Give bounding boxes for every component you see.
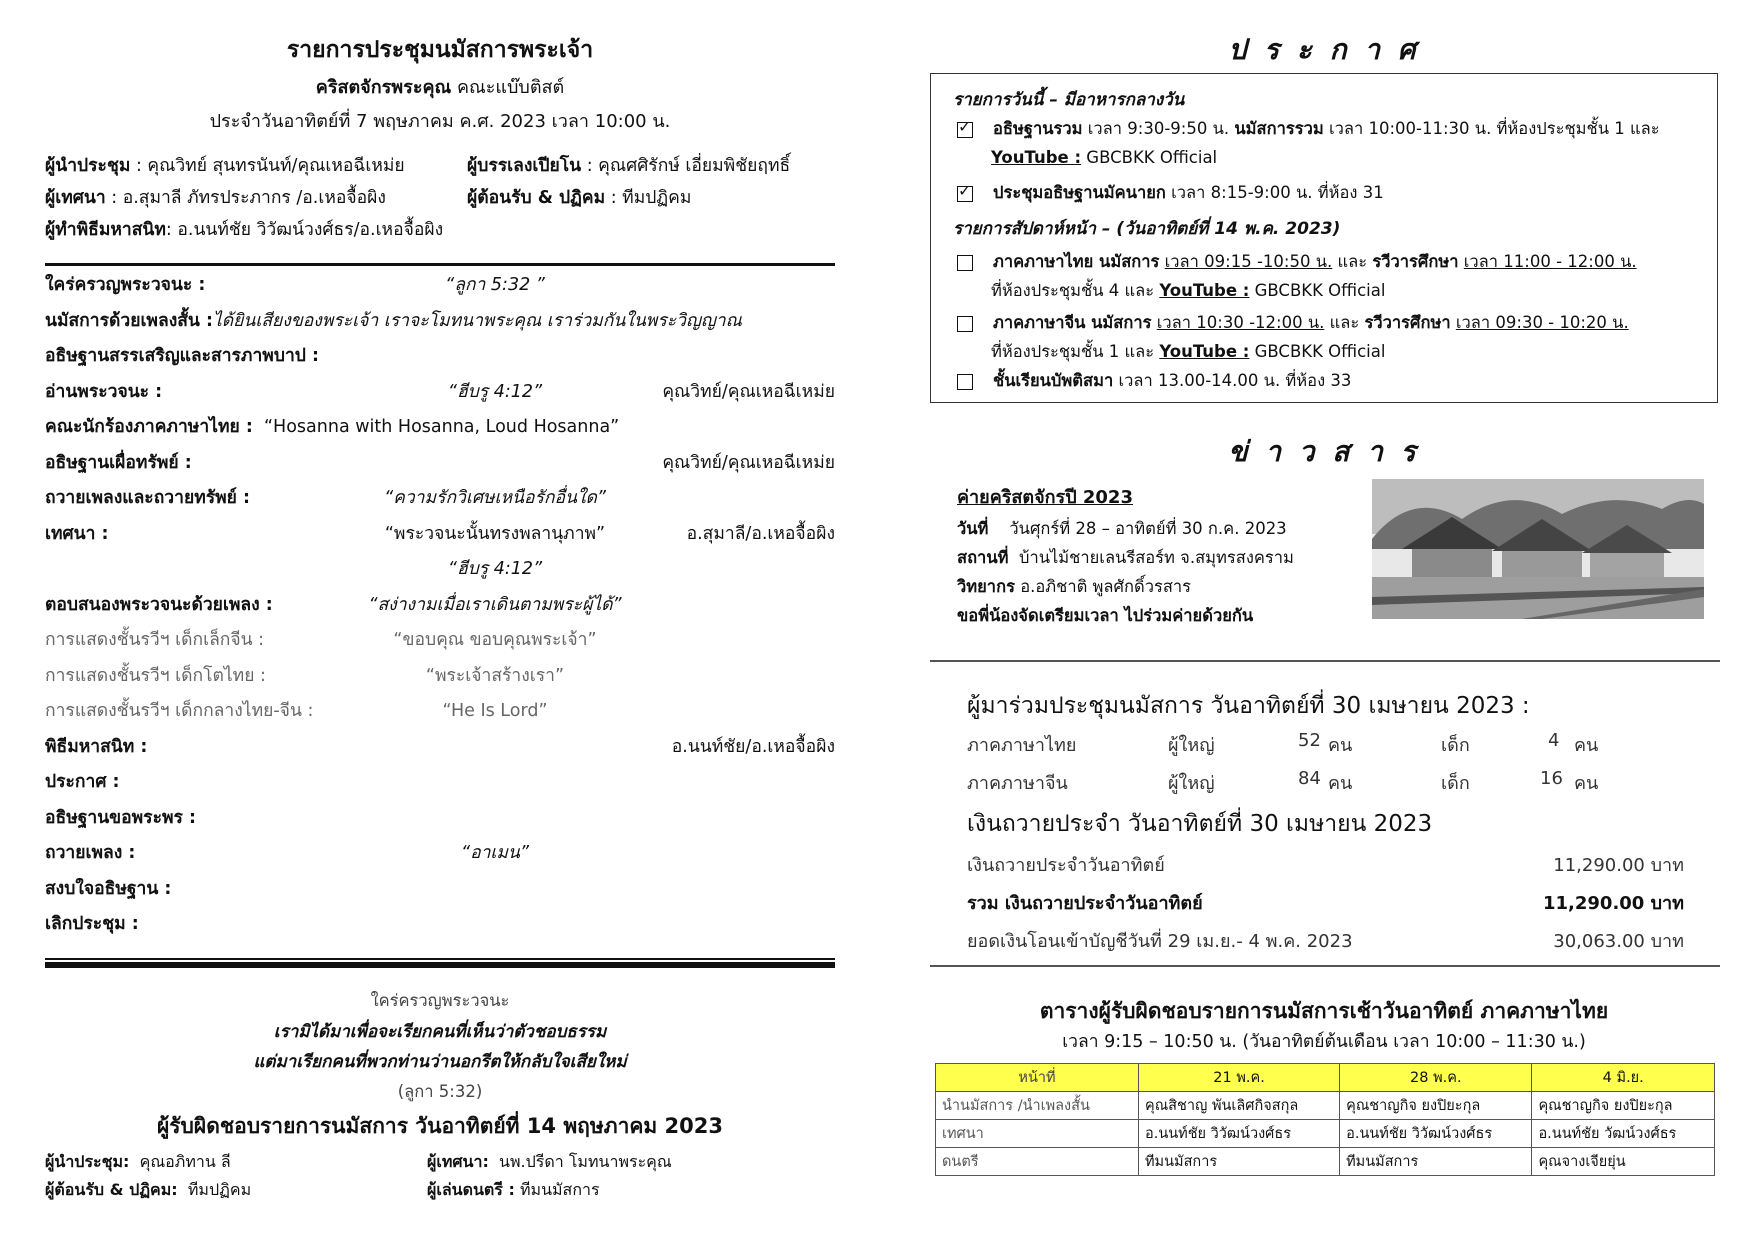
order-row	[45, 872, 835, 908]
order-middle: “พระเจ้าสร้างเรา”	[425, 665, 565, 686]
ann-bold: นมัสการรวม	[1234, 119, 1324, 138]
order-row	[45, 801, 835, 837]
schedule-cell: ทีมนมัสการ	[1340, 1148, 1532, 1176]
service-title: รายการประชุมนมัสการพระเจ้า	[286, 37, 594, 63]
attendance-group: ภาคภาษาไทย	[967, 735, 1077, 756]
order-right: อ.นนท์ชัย/อ.เหอจื้อผิง	[671, 736, 835, 757]
role-pianist	[467, 150, 847, 182]
camp-speaker	[957, 572, 1294, 601]
next-week-ann-title: รายการสัปดาห์หน้า – (วันอาทิตย์ที่ 14 พ.ค. 2023)	[953, 219, 1341, 239]
adult-label: ผู้ใหญ่	[1168, 773, 1215, 794]
order-right: อ.สุมาลี/อ.เหอจื้อผิง	[686, 523, 835, 544]
order-extra: “Hosanna with Hosanna, Loud Hosanna”	[263, 417, 620, 437]
roles-right	[467, 150, 847, 214]
schedule-row	[936, 1120, 1715, 1148]
order-label: ถวายเพลงและถวายทรัพย์ :	[45, 488, 251, 508]
schedule-cell: คุณสิชาญ พันเลิศกิจสกุล	[1139, 1092, 1340, 1120]
order-row	[45, 339, 835, 375]
ann-underline: เวลา 09:30 - 10:20 น.	[1455, 313, 1629, 332]
order-middle: “อาเมน”	[461, 843, 529, 863]
adult-count: 52	[1298, 730, 1321, 751]
order-label: เทศนา :	[45, 523, 109, 544]
order-label-wrap	[45, 304, 742, 339]
order-label: อธิษฐานเผื่อทรัพย์ :	[45, 452, 192, 473]
next-value: ทีมนมัสการ	[519, 1180, 600, 1199]
order-label: ใคร่ครวญพระวจนะ :	[45, 275, 206, 295]
next-item-1-line2	[991, 278, 1385, 304]
camp-details	[957, 514, 1294, 630]
transfer-value: 30,063.00 บาท	[1553, 931, 1684, 952]
ann-bold: รวีวารศึกษา	[1372, 252, 1459, 271]
ann-text: เวลา 13.00-14.00 น. ที่ห้อง 33	[1113, 371, 1352, 390]
next-value: นพ.ปรีดา โมทนาพระคุณ	[499, 1152, 672, 1171]
role-value: : อ.สุมาลี ภัทรประภากร /อ.เหอจื้อผิง	[105, 188, 386, 208]
role-label: ผู้เทศนา	[45, 188, 106, 208]
adult-label: ผู้ใหญ่	[1168, 735, 1215, 756]
next-label: ผู้นำประชุม:	[45, 1152, 130, 1171]
role-communion	[45, 214, 465, 246]
order-row	[45, 730, 835, 766]
child-count: 4	[1548, 730, 1560, 751]
ann-underline: เวลา 10:30 -12:00 น.	[1156, 313, 1325, 332]
order-middle: “ความรักวิเศษเหนือรักอื่นใด”	[384, 488, 606, 508]
next-item-1	[957, 249, 1637, 275]
schedule-header-cell: 28 พ.ค.	[1340, 1064, 1532, 1092]
meditation-heading: ใคร่ครวญพระวจนะ	[370, 991, 510, 1010]
order-middle: “ขอบคุณ ขอบคุณพระเจ้า”	[393, 630, 597, 650]
order-middle: “ลูกา 5:32 ”	[445, 275, 545, 295]
schedule-role: นำนมัสการ /นำเพลงสั้น	[936, 1092, 1139, 1120]
ann-text: ที่ห้องประชุมชั้น 4 และ	[991, 281, 1160, 300]
checked-box-icon	[957, 122, 973, 138]
offering-total-value: 11,290.00 บาท	[1542, 893, 1684, 914]
order-label: นมัสการด้วยเพลงสั้น :	[45, 310, 213, 331]
service-date: ประจำวันอาทิตย์ที่ 7 พฤษภาคม ค.ศ. 2023 เวลา 10:00 น.	[209, 111, 671, 132]
checkbox-icon	[957, 316, 973, 332]
camp-label: สถานที่	[957, 548, 1009, 567]
order-label-wrap	[45, 410, 619, 445]
camp-title: ค่ายคริสตจักรปี 2023	[957, 487, 1133, 508]
ann-underline: เวลา 09:15 -10:50 น.	[1164, 252, 1333, 271]
order-row	[45, 375, 835, 411]
schedule-row	[936, 1092, 1715, 1120]
role-value: : ทีมปฏิคม	[605, 188, 692, 208]
order-label: การแสดงชั้นรวีฯ เด็กเล็กจีน :	[45, 630, 265, 650]
schedule-cell: คุณชาญกิจ ยงปิยะกุล	[1340, 1092, 1532, 1120]
schedule-header-cell: หน้าที่	[936, 1064, 1139, 1092]
checkbox-icon	[957, 374, 973, 390]
divider	[45, 263, 835, 266]
order-middle: “ฮีบรู 4:12”	[447, 381, 543, 402]
unit: คน	[1574, 773, 1599, 794]
order-row	[45, 517, 835, 553]
order-label: อธิษฐานสรรเสริญและสารภาพบาป :	[45, 346, 319, 366]
role-value: : คุณศศิรักษ์ เอี่ยมพิชัยฤทธิ์	[581, 156, 791, 176]
next-music	[427, 1176, 827, 1204]
camp-value: วันศุกร์ที่ 28 – อาทิตย์ที่ 30 ก.ค. 2023	[1009, 519, 1287, 538]
role-preacher	[45, 182, 465, 214]
order-row	[45, 552, 835, 588]
meditation-ref: (ลูกา 5:32)	[397, 1082, 483, 1101]
next-value: คุณอภิทาน ลี	[139, 1152, 231, 1171]
attendance-title: ผู้มาร่วมประชุมนมัสการ วันอาทิตย์ที่ 30 เมษายน 2023 :	[967, 693, 1530, 719]
ann-text: GBCBKK Official	[1249, 281, 1386, 300]
youtube-link[interactable]: YouTube :	[1159, 281, 1250, 300]
child-count: 16	[1540, 768, 1563, 789]
checkbox-icon	[957, 255, 973, 271]
role-label: ผู้นำประชุม	[45, 156, 131, 176]
youtube-link[interactable]: YouTube :	[991, 148, 1082, 167]
divider-thick	[45, 962, 835, 968]
divider	[930, 965, 1720, 967]
order-row	[45, 410, 835, 446]
order-row	[45, 907, 835, 943]
news-heading: ข่ า ว ส า ร	[1228, 435, 1420, 468]
checked-box-icon	[957, 186, 973, 202]
divider	[930, 660, 1720, 662]
offering-title: เงินถวายประจำ วันอาทิตย์ที่ 30 เมษายน 2023	[967, 811, 1433, 837]
order-label: การแสดงชั้นรวีฯ เด็กโตไทย :	[45, 665, 266, 686]
order-label: สงบใจอธิษฐาน :	[45, 878, 172, 899]
order-row	[45, 836, 835, 872]
schedule-table	[935, 1063, 1715, 1176]
child-label: เด็ก	[1441, 773, 1470, 794]
order-label: คณะนักร้องภาคภาษาไทย :	[45, 417, 253, 437]
order-label: อธิษฐานขอพระพร :	[45, 807, 197, 828]
today-item-2	[957, 180, 1384, 206]
camp-value: บ้านไม้ชายเลนรีสอร์ท จ.สมุทรสงคราม	[1018, 548, 1294, 567]
camp-label: วิทยากร	[957, 577, 1015, 596]
ann-text: GBCBKK Official	[1081, 148, 1218, 167]
order-row	[45, 446, 835, 482]
next-item-2	[957, 310, 1629, 336]
camp-where	[957, 543, 1294, 572]
next-leader	[45, 1148, 445, 1176]
ann-text: GBCBKK Official	[1249, 342, 1386, 361]
today-item-1-line2	[991, 148, 1217, 167]
role-label: ผู้ต้อนรับ & ปฏิคม	[467, 188, 606, 208]
next-item-3	[957, 368, 1351, 394]
next-item-2-line2	[991, 339, 1385, 365]
announcements-heading: ป ร ะ ก า ศ	[1228, 33, 1420, 66]
unit: คน	[1328, 773, 1353, 794]
order-middle: “ฮีบรู 4:12”	[447, 559, 543, 579]
next-week-title: ผู้รับผิดชอบรายการนมัสการ วันอาทิตย์ที่ 14 พฤษภาคม 2023	[156, 1114, 724, 1138]
ann-text: และ	[1332, 252, 1373, 271]
next-label: ผู้เล่นดนตรี :	[427, 1180, 515, 1199]
schedule-role: ดนตรี	[936, 1148, 1139, 1176]
roles-left	[45, 150, 465, 246]
order-right: คุณวิทย์/คุณเหอฉีเหม่ย	[662, 452, 835, 473]
ann-bold: ประชุมอธิษฐานมัคนายก	[993, 183, 1166, 202]
meditation-line1: เรามิได้มาเพื่อจะเรียกคนที่เห็นว่าตัวชอบธรรม	[273, 1022, 607, 1042]
ann-text: เวลา 9:30-9:50 น.	[1082, 119, 1235, 138]
ann-bold: อธิษฐานรวม	[993, 119, 1083, 138]
schedule-header-cell: 21 พ.ค.	[1139, 1064, 1340, 1092]
order-label: อ่านพระวจนะ :	[45, 381, 163, 402]
next-label: ผู้เทศนา:	[427, 1152, 489, 1171]
order-row	[45, 304, 835, 340]
next-week-right	[427, 1148, 827, 1204]
order-middle: “พระวจนะนั้นทรงพลานุภาพ”	[384, 523, 606, 544]
church-name	[45, 72, 835, 101]
next-usher	[45, 1176, 445, 1204]
schedule-header-cell: 4 มิ.ย.	[1532, 1064, 1715, 1092]
next-week-left	[45, 1148, 445, 1204]
role-label: ผู้ทำพิธีมหาสนิท	[45, 220, 166, 240]
offering-total-label: รวม เงินถวายประจำวันอาทิตย์	[967, 893, 1203, 914]
order-row	[45, 588, 835, 624]
order-label: ตอบสนองพระวจนะด้วยเพลง :	[45, 594, 273, 615]
ann-underline: เวลา 11:00 - 12:00 น.	[1463, 252, 1637, 271]
meditation-line2: แต่มาเรียกคนที่พวกท่านว่านอกรีตให้กลับใจเสียใหม่	[253, 1052, 627, 1072]
ann-bold: ชั้นเรียนบัพติสมา	[993, 371, 1114, 390]
order-row	[45, 694, 835, 730]
schedule-cell: คุณชาญกิจ ยงปิยะกุล	[1532, 1092, 1715, 1120]
camp-invite: ขอพี่น้องจัดเตรียมเวลา ไปร่วมค่ายด้วยกัน	[957, 606, 1254, 625]
order-label: การแสดงชั้นรวีฯ เด็กกลางไทย-จีน :	[45, 701, 314, 721]
schedule-role: เทศนา	[936, 1120, 1139, 1148]
order-middle: “He Is Lord”	[442, 701, 548, 721]
camp-when	[957, 514, 1294, 543]
schedule-header-row	[936, 1064, 1715, 1092]
order-row	[45, 268, 835, 304]
attendance-group: ภาคภาษาจีน	[967, 773, 1068, 794]
today-item-1	[957, 116, 1660, 142]
camp-label: วันที่	[957, 519, 989, 538]
order-row	[45, 623, 835, 659]
today-title: รายการวันนี้ – มีอาหารกลางวัน	[953, 90, 1185, 110]
resort-photo-drawing	[1372, 479, 1704, 619]
order-row	[45, 481, 835, 517]
order-label: ประกาศ :	[45, 772, 120, 792]
schedule-cell: อ.นนท์ชัย วัฒน์วงศ์ธร	[1532, 1120, 1715, 1148]
next-label: ผู้ต้อนรับ & ปฏิคม:	[45, 1180, 178, 1199]
role-usher	[467, 182, 847, 214]
order-right: คุณวิทย์/คุณเหอฉีเหม่ย	[662, 381, 835, 402]
order-extra: ได้ยินเสียงของพระเจ้า เราจะโมทนาพระคุณ เราร่วมกันในพระวิญญาณ	[212, 310, 742, 331]
order-middle: “สง่างามเมื่อเราเดินตามพระผู้ได้”	[368, 594, 622, 615]
schedule-cell: อ.นนท์ชัย วิวัฒน์วงศ์ธร	[1139, 1120, 1340, 1148]
schedule-title: ตารางผู้รับผิดชอบรายการนมัสการเช้าวันอาทิตย์ ภาคภาษาไทย	[1039, 999, 1609, 1023]
unit: คน	[1328, 735, 1353, 756]
divider	[45, 958, 835, 960]
church-name-rest: คณะแบ๊บติสต์	[456, 77, 565, 98]
ann-bold: ภาคภาษาจีน นมัสการ	[993, 313, 1152, 332]
role-leader	[45, 150, 465, 182]
resort-photo	[1372, 479, 1704, 619]
adult-count: 84	[1298, 768, 1321, 789]
order-of-service	[45, 268, 835, 943]
order-label: พิธีมหาสนิท :	[45, 736, 148, 757]
unit: คน	[1574, 735, 1599, 756]
role-label: ผู้บรรเลงเปียโน	[467, 156, 582, 176]
youtube-link[interactable]: YouTube :	[1159, 342, 1250, 361]
order-label: ถวายเพลง :	[45, 843, 136, 863]
schedule-subtitle: เวลา 9:15 – 10:50 น. (วันอาทิตย์ต้นเดือน เวลา 10:00 – 11:30 น.)	[1062, 1032, 1586, 1052]
camp-value: อ.อภิชาติ พูลศักดิ์วรสาร	[1020, 577, 1192, 596]
child-label: เด็ก	[1441, 735, 1470, 756]
schedule-cell: อ.นนท์ชัย วิวัฒน์วงศ์ธร	[1340, 1120, 1532, 1148]
ann-text: เวลา 8:15-9:00 น. ที่ห้อง 31	[1165, 183, 1384, 202]
role-value: : อ.นนท์ชัย วิวัฒน์วงศ์ธร/อ.เหอจื้อผิง	[165, 220, 444, 240]
offering-label: เงินถวายประจำวันอาทิตย์	[967, 855, 1165, 876]
schedule-row	[936, 1148, 1715, 1176]
church-name-bold: คริสตจักรพระคุณ	[315, 77, 452, 98]
order-label: เลิกประชุม :	[45, 914, 139, 934]
ann-text: และ	[1324, 313, 1365, 332]
schedule-cell: คุณจางเจียยุ่น	[1532, 1148, 1715, 1176]
next-preacher	[427, 1148, 827, 1176]
schedule-cell: ทีมนมัสการ	[1139, 1148, 1340, 1176]
role-value: : คุณวิทย์ สุนทรนันท์/คุณเหอฉีเหม่ย	[130, 156, 405, 176]
ann-bold: รวีวารศึกษา	[1364, 313, 1451, 332]
ann-text: เวลา 10:00-11:30 น. ที่ห้องประชุมชั้น 1 และ	[1323, 119, 1660, 138]
order-row	[45, 765, 835, 801]
order-row	[45, 659, 835, 695]
offering-value: 11,290.00 บาท	[1553, 855, 1684, 876]
ann-text: ที่ห้องประชุมชั้น 1 และ	[991, 342, 1160, 361]
next-value: ทีมปฏิคม	[187, 1180, 252, 1199]
transfer-label: ยอดเงินโอนเข้าบัญชีวันที่ 29 เม.ย.- 4 พ.ค. 2023	[967, 931, 1353, 952]
ann-bold: ภาคภาษาไทย นมัสการ	[993, 252, 1160, 271]
